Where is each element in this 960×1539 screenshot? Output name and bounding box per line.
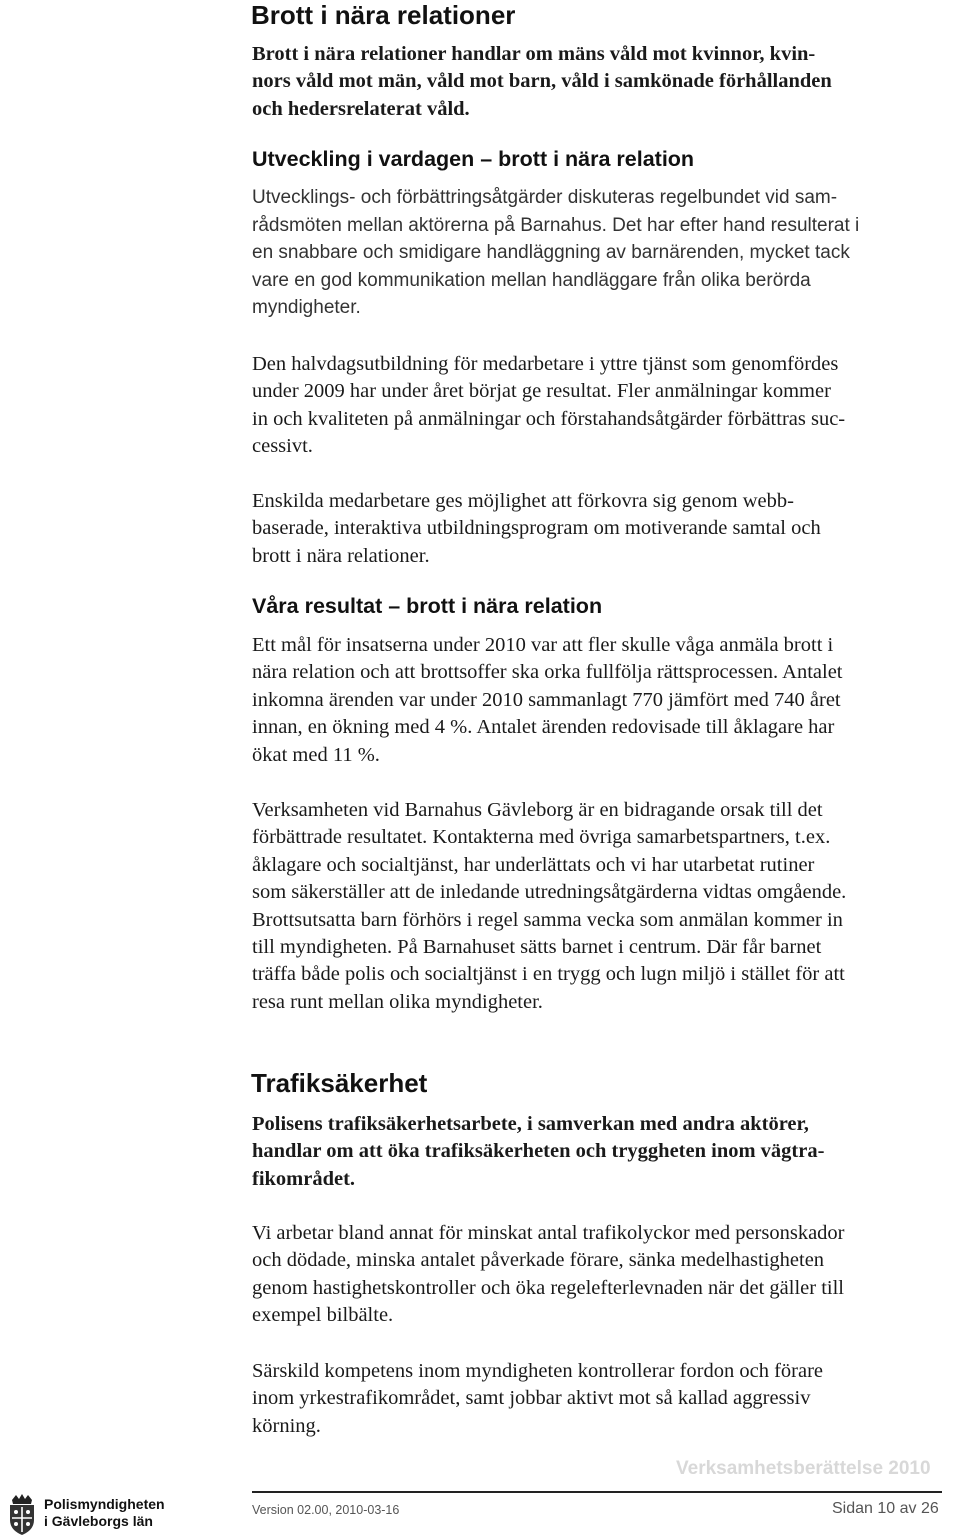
logo-line-2: i Gävleborgs län (44, 1513, 153, 1529)
text-line: Brottsutsatta barn förhörs i regel samma vecka som anmälan kommer in (252, 908, 843, 931)
text-line: Utvecklings- och förbättringsåtgärder diskuteras regelbundet vid sam- (252, 187, 838, 208)
section-title-trafik: Trafiksäkerhet (251, 1068, 428, 1098)
text-line: rådsmöten mellan aktörerna på Barnahus. Det har efter hand resulterat i (252, 214, 860, 236)
paragraph-barnahus-gavleborg (252, 797, 942, 1016)
text-line: Ett mål för insatserna under 2010 var att fler skulle våga anmäla brott i (252, 634, 834, 656)
text-line: Vi arbetar bland annat för minskat antal trafikolyckor med personskador (252, 1222, 845, 1244)
intro-brott (252, 41, 942, 123)
text-line: resa runt mellan olika myndigheter. (252, 990, 543, 1013)
section-title-brott: Brott i nära relationer (251, 0, 516, 30)
text-line: under 2009 har under året börjat ge resultat. Fler anmälningar kommer (252, 380, 831, 403)
footer-report-title: Verksamhetsberättelse 2010 (676, 1458, 931, 1479)
text-line: och dödade, minska antalet påverkade förare, sänka medelhastigheten (252, 1249, 825, 1272)
text-line: till myndigheten. På Barnahuset sätts barnet i centrum. Där får barnet (252, 936, 822, 959)
logo-text (44, 1496, 165, 1530)
text-line: baserade, interaktiva utbildningsprogram om motiverande samtal och (252, 517, 821, 540)
paragraph-webbutbildning (252, 488, 942, 570)
logo-line-1: Polismyndigheten (44, 1496, 165, 1512)
text-line: brott i nära relationer. (252, 544, 430, 567)
text-line: vare en god kommunikation mellan handläggare från olika berörda (252, 269, 811, 291)
paragraph-resultat (252, 632, 942, 769)
subheading-vardagen: Utveckling i vardagen – brott i nära relation (252, 147, 695, 171)
text-line: exempel bilbälte. (252, 1304, 394, 1327)
text-line: cessivt. (252, 435, 313, 458)
text-line: innan, en ökning med 4 %. Antalet ärenden redovisade till åklagare har (252, 716, 835, 739)
text-line: myndigheter. (252, 297, 361, 318)
police-logo (4, 1492, 174, 1536)
text-line: fikområdet. (252, 1167, 356, 1190)
text-line: in och kvaliteten på anmälningar och förstahandsåtgärder förbättras suc- (252, 407, 846, 430)
paragraph-barnahus (252, 184, 942, 322)
text-line: nors våld mot män, våld mot barn, våld i samkönade förhållanden (252, 70, 832, 93)
text-line: träffa både polis och socialtjänst i en trygg och lugn miljö i stället för att (252, 963, 845, 986)
text-line: Polisens trafiksäkerhetsarbete, i samverkan med andra aktörer, (252, 1113, 809, 1135)
intro-trafik (252, 1111, 942, 1193)
text-line: körning. (252, 1414, 321, 1437)
text-line: Brott i nära relationer handlar om mäns våld mot kvinnor, kvin- (252, 43, 816, 65)
text-line: som säkerställer att de inledande utredningsåtgärderna vidtas omgående. (252, 881, 847, 904)
text-line: en snabbare och smidigare handläggning av barnärenden, mycket tack (252, 242, 850, 263)
text-line: och hedersrelaterat våld. (252, 97, 470, 120)
text-line: Enskilda medarbetare ges möjlighet att förkovra sig genom webb- (252, 490, 794, 512)
text-line: nära relation och att brottsoffer ska orka fullfölja rättsprocessen. Antalet (252, 661, 843, 684)
text-line: Den halvdagsutbildning för medarbetare i yttre tjänst som genomfördes (252, 353, 839, 375)
subheading-resultat: Våra resultat – brott i nära relation (252, 594, 603, 618)
footer-page-number: Sidan 10 av 26 (832, 1500, 939, 1517)
text-line: Särskild kompetens inom myndigheten kontrollerar fordon och förare (252, 1360, 824, 1382)
text-line: handlar om att öka trafiksäkerheten och tryggheten inom vägtra- (252, 1140, 825, 1163)
text-line: genom hastighetskontroller och öka regelefterlevnaden när det gäller till (252, 1276, 844, 1299)
text-line: åklagare och socialtjänst, har underlättats och vi har utarbetat rutiner (252, 853, 815, 876)
footer-version: Version 02.00, 2010-03-16 (252, 1503, 400, 1517)
text-line: inom yrkestrafikområdet, samt jobbar aktivt mot så kallad aggressiv (252, 1387, 811, 1410)
crown-crest-icon (4, 1492, 40, 1536)
paragraph-trafikolyckor (252, 1220, 942, 1330)
footer-divider (252, 1491, 942, 1493)
text-line: förbättrade resultatet. Kontakterna med övriga samarbetspartners, t.ex. (252, 826, 831, 849)
text-line: inkomna ärenden var under 2010 sammanlagt 770 jämfört med 740 året (252, 688, 841, 711)
text-line: ökat med 11 %. (252, 743, 380, 766)
text-line: Verksamheten vid Barnahus Gävleborg är en bidragande orsak till det (252, 799, 823, 821)
paragraph-yrkestrafik (252, 1358, 942, 1440)
paragraph-utbildning (252, 351, 942, 461)
